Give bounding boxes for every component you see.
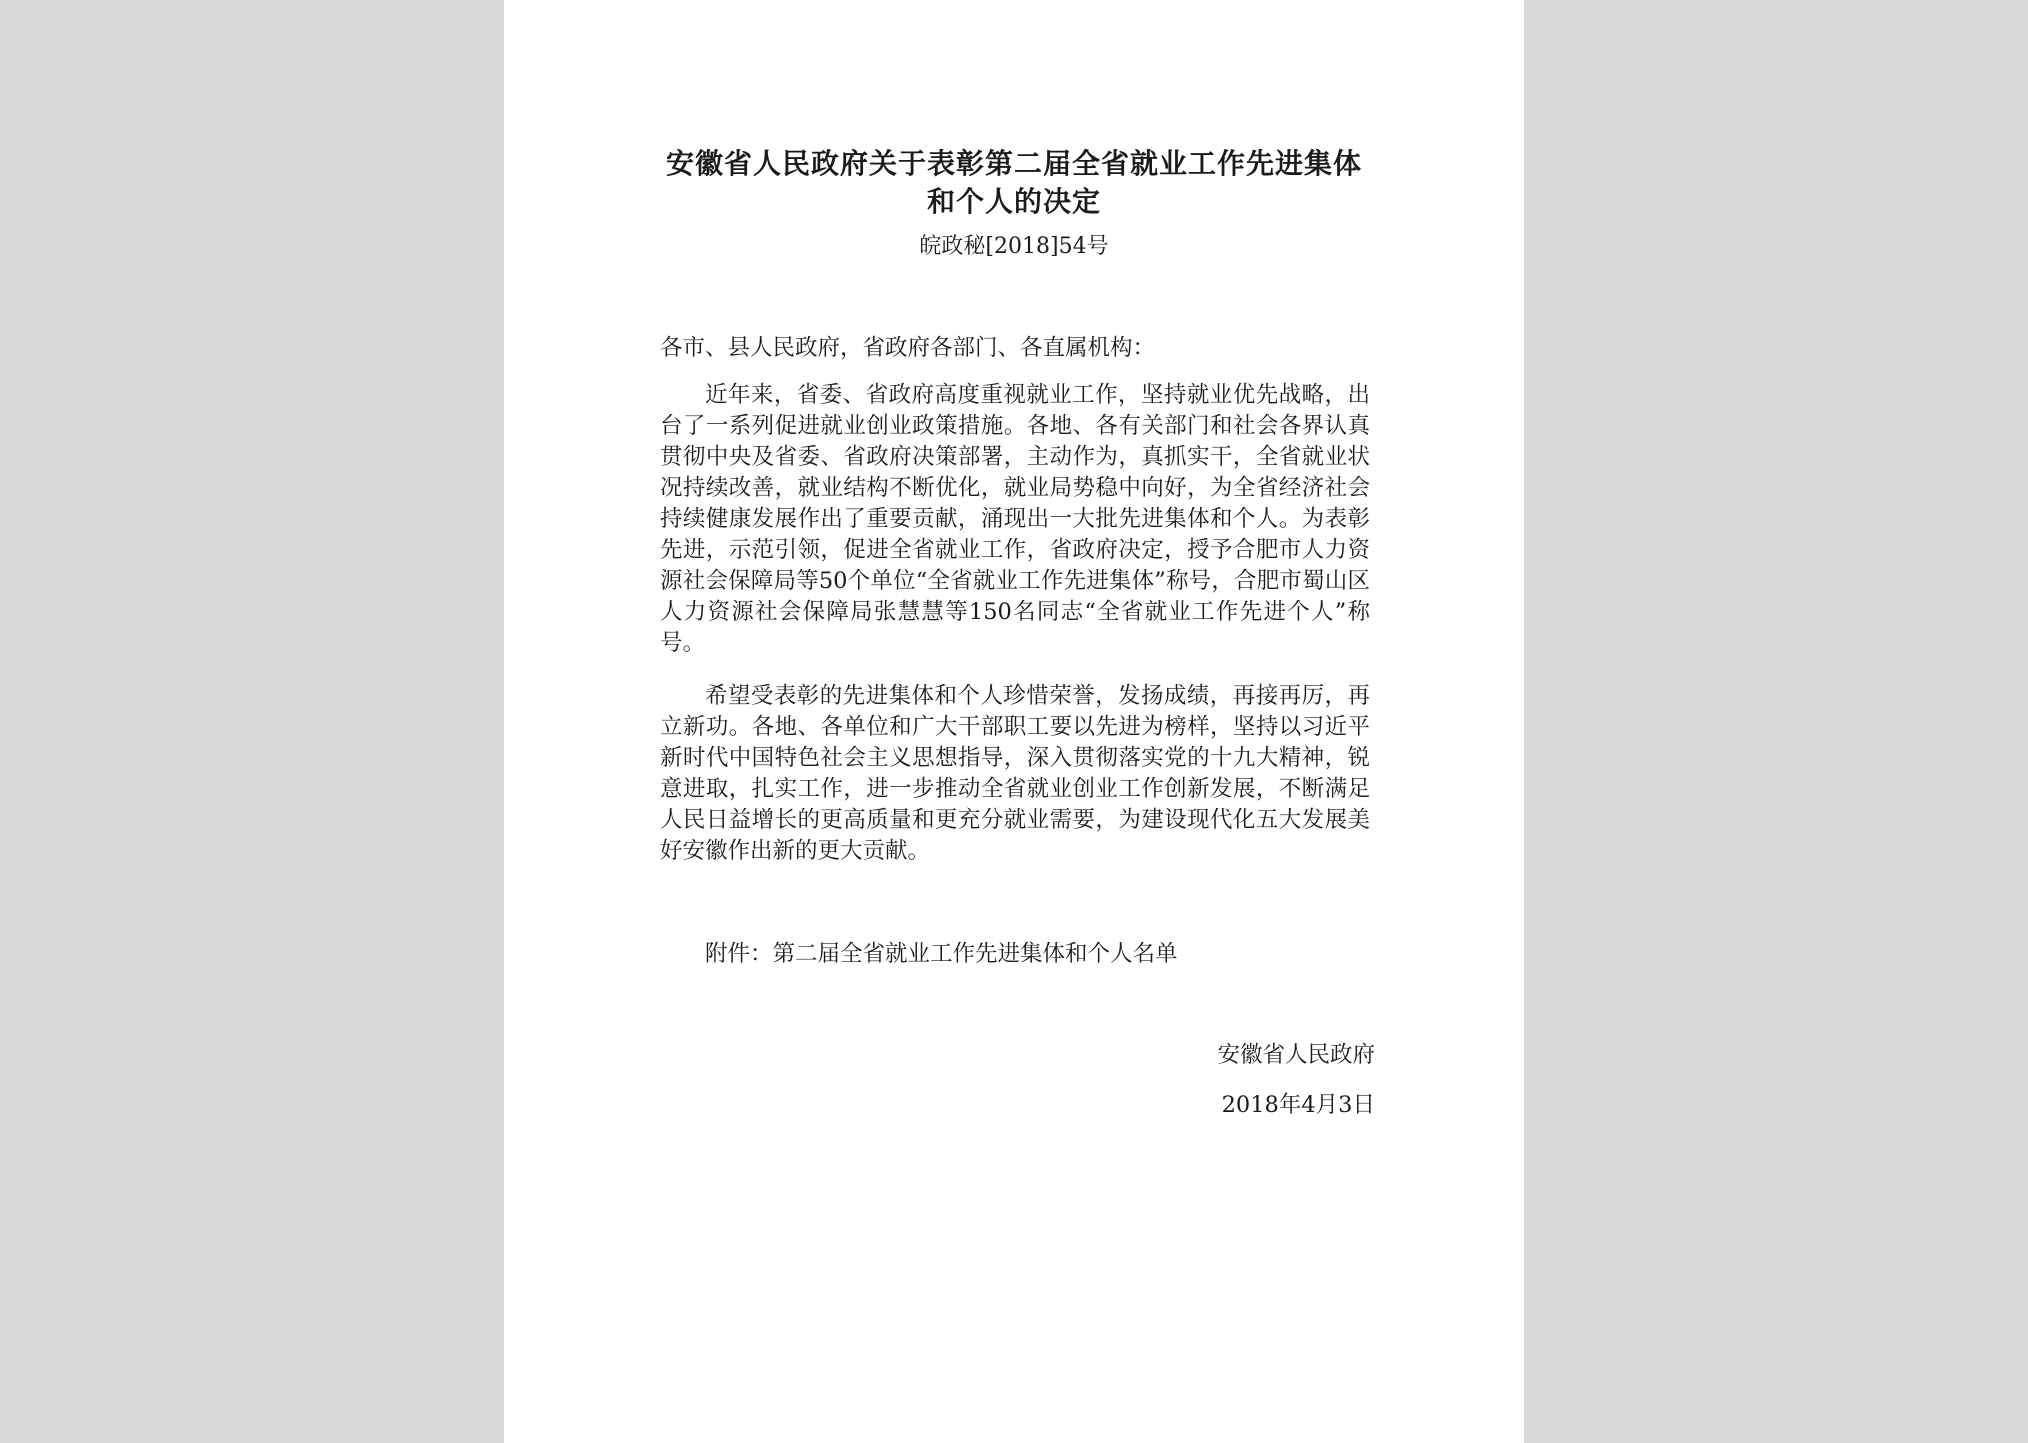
salutation: 各市、县人民政府，省政府各部门、各直属机构： <box>660 335 1156 361</box>
paragraph-2: 希望受表彰的先进集体和个人珍惜荣誉，发扬成绩，再接再厉，再立新功。各地、各单位和广大干部职工要以先进为榜样，坚持以习近平新时代中国特色社会主义思想指导，深入贯彻落实党的十九大精神，锐意进取，扎实工作，进一步推动全省就业创业工作创新发展，不断满足人民日益增长的更高质量和更充分就业需要，为建设现代化五大发展美好安徽作出新的更大贡献。 <box>660 683 1370 864</box>
signature-date: 2018年4月3日 <box>1221 1092 1375 1118</box>
document-number: 皖政秘[2018]54号 <box>919 234 1109 259</box>
attachment-line: 附件：第二届全省就业工作先进集体和个人名单 <box>705 941 1178 967</box>
document-page <box>504 0 1524 1443</box>
paragraph-1: 近年来，省委、省政府高度重视就业工作，坚持就业优先战略，出台了一系列促进就业创业政策措施。各地、各有关部门和社会各界认真贯彻中央及省委、省政府决策部署，主动作为，真抓实干，全省就业状况持续改善，就业结构不断优化，就业局势稳中向好，为全省经济社会持续健康发展作出了重要贡献，涌现出一大批先进集体和个人。为表彰先进，示范引领，促进全省就业工作，省政府决定，授予合肥市人力资源社会保障局等50个单位“全省就业工作先进集体”称号，合肥市蜀山区人力资源社会保障局张慧慧等150名同志“全省就业工作先进个人”称号。 <box>660 382 1370 656</box>
document-title: 安徽省人民政府关于表彰第二届全省就业工作先进集体和个人的决定 <box>665 147 1362 218</box>
signature-organization: 安徽省人民政府 <box>1217 1042 1375 1068</box>
